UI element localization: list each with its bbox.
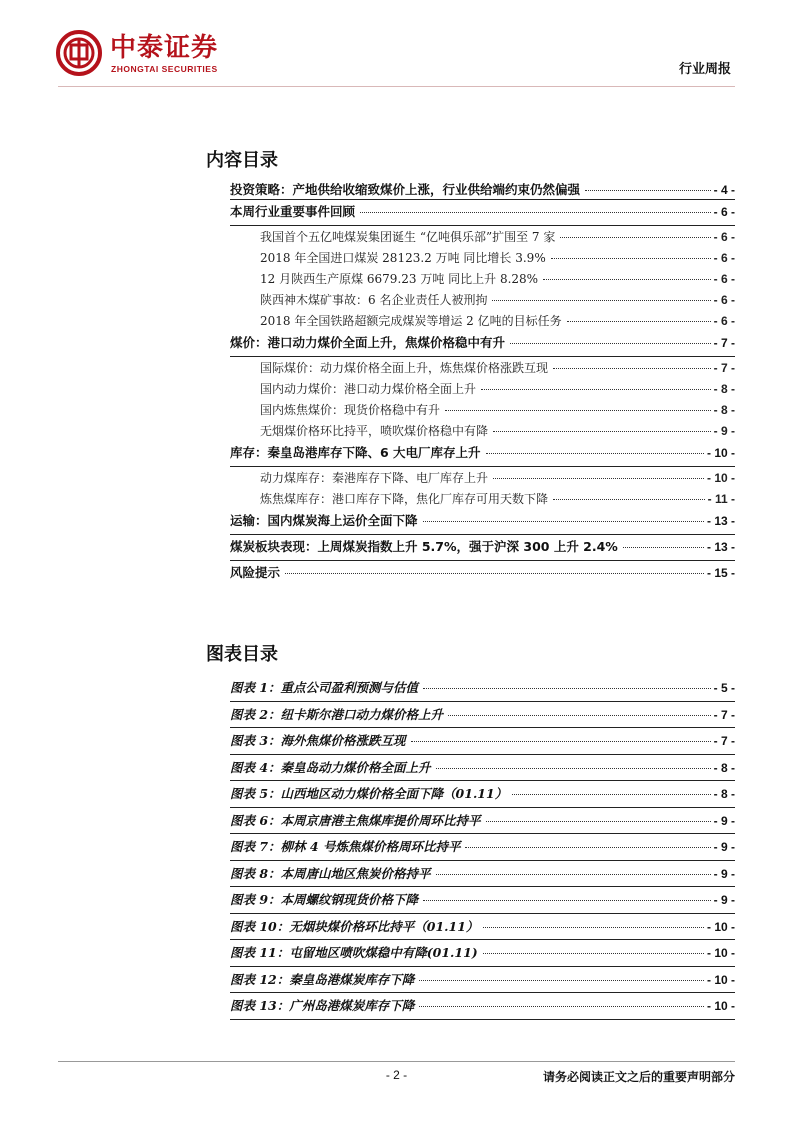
page-number: - 2 -: [385, 1068, 408, 1082]
page-header: [0, 0, 793, 90]
figure-entry[interactable]: 图表 2：纽卡斯尔港口动力煤价格上升 - 7 -: [230, 705, 735, 732]
figure-list: [230, 678, 735, 1023]
toc-subentry[interactable]: 国内动力煤价：港口动力煤价格全面上升 - 8 -: [260, 382, 735, 396]
header-divider: [58, 86, 735, 87]
figure-entry[interactable]: 图表 12：秦皇岛港煤炭库存下降 - 10 -: [230, 970, 735, 997]
figure-entry[interactable]: 图表 4：秦皇岛动力煤价格全面上升 - 8 -: [230, 758, 735, 785]
figure-entry[interactable]: 图表 3：海外焦煤价格涨跌互现 - 7 -: [230, 731, 735, 758]
footer-disclaimer: 请务必阅读正文之后的重要声明部分: [542, 1070, 735, 1084]
toc-entry[interactable]: 本周行业重要事件回顾 - 6 -: [230, 202, 735, 228]
toc-entry[interactable]: 库存：秦皇岛港库存下降、6 大电厂库存上升 - 10 -: [230, 443, 735, 469]
toc-subentry[interactable]: 炼焦煤库存：港口库存下降，焦化厂库存可用天数下降 - 11 -: [260, 492, 735, 506]
brand-name-en: ZHONGTAI SECURITIES: [111, 64, 218, 74]
toc-entry[interactable]: 风险提示 - 15 -: [230, 565, 735, 580]
toc-title: 内容目录: [206, 150, 278, 171]
toc-subentry[interactable]: 我国首个五亿吨煤炭集团诞生 “亿吨俱乐部”扩围至 7 家 - 6 -: [260, 230, 735, 244]
toc-subentry[interactable]: 12 月陕西生产原煤 6679.23 万吨 同比上升 8.28% - 6 -: [260, 272, 735, 286]
figure-entry[interactable]: 图表 5：山西地区动力煤价格全面下降（01.11） - 8 -: [230, 784, 735, 811]
zhongtai-logo-icon: [56, 30, 102, 76]
table-of-contents: [230, 180, 735, 589]
figure-entry[interactable]: 图表 10：无烟块煤价格环比持平（01.11） - 10 -: [230, 917, 735, 944]
figure-entry[interactable]: 图表 7：柳林 4 号炼焦煤价格周环比持平 - 9 -: [230, 837, 735, 864]
footer-divider: [58, 1061, 735, 1062]
brand-name-cn: 中泰证券: [110, 33, 219, 63]
figure-entry[interactable]: 图表 13：广州岛港煤炭库存下降 - 10 -: [230, 996, 735, 1023]
toc-subentry[interactable]: 陕西神木煤矿事故：6 名企业责任人被刑拘 - 6 -: [260, 293, 735, 307]
toc-entry[interactable]: 运输：国内煤炭海上运价全面下降 - 13 -: [230, 511, 735, 537]
toc-subentry[interactable]: 2018 年全国铁路超额完成煤炭等增运 2 亿吨的目标任务 - 6 -: [260, 314, 735, 328]
figure-entry[interactable]: 图表 8：本周唐山地区焦炭价格持平 - 9 -: [230, 864, 735, 891]
figure-entry[interactable]: 图表 6：本周京唐港主焦煤库提价周环比持平 - 9 -: [230, 811, 735, 838]
toc-subentry[interactable]: 无烟煤价格环比持平，喷吹煤价格稳中有降 - 9 -: [260, 424, 735, 438]
toc-subentry[interactable]: 动力煤库存：秦港库存下降、电厂库存上升 - 10 -: [260, 471, 735, 485]
report-type: 行业周报: [678, 62, 731, 77]
figure-entry[interactable]: 图表 9：本周螺纹钢现货价格下降 - 9 -: [230, 890, 735, 917]
toc-subentry[interactable]: 国内炼焦煤价：现货价格稳中有升 - 8 -: [260, 403, 735, 417]
toc-entry[interactable]: 投资策略：产地供给收缩致煤价上涨，行业供给端约束仍然偏强 - 4 -: [230, 180, 735, 202]
figure-entry[interactable]: 图表 11：屯留地区喷吹煤稳中有降(01.11) - 10 -: [230, 943, 735, 970]
toc-entry[interactable]: 煤炭板块表现：上周煤炭指数上升 5.7%，强于沪深 300 上升 2.4% - 13 -: [230, 537, 735, 563]
toc-subentry[interactable]: 2018 年全国进口煤炭 28123.2 万吨 同比增长 3.9% - 6 -: [260, 251, 735, 265]
toc-subentry[interactable]: 国际煤价：动力煤价格全面上升，炼焦煤价格涨跌互现 - 7 -: [260, 361, 735, 375]
figures-title: 图表目录: [206, 644, 278, 665]
toc-entry[interactable]: 煤价：港口动力煤价全面上升，焦煤价格稳中有升 - 7 -: [230, 333, 735, 359]
figure-entry[interactable]: 图表 1：重点公司盈利预测与估值 - 5 -: [230, 678, 735, 705]
